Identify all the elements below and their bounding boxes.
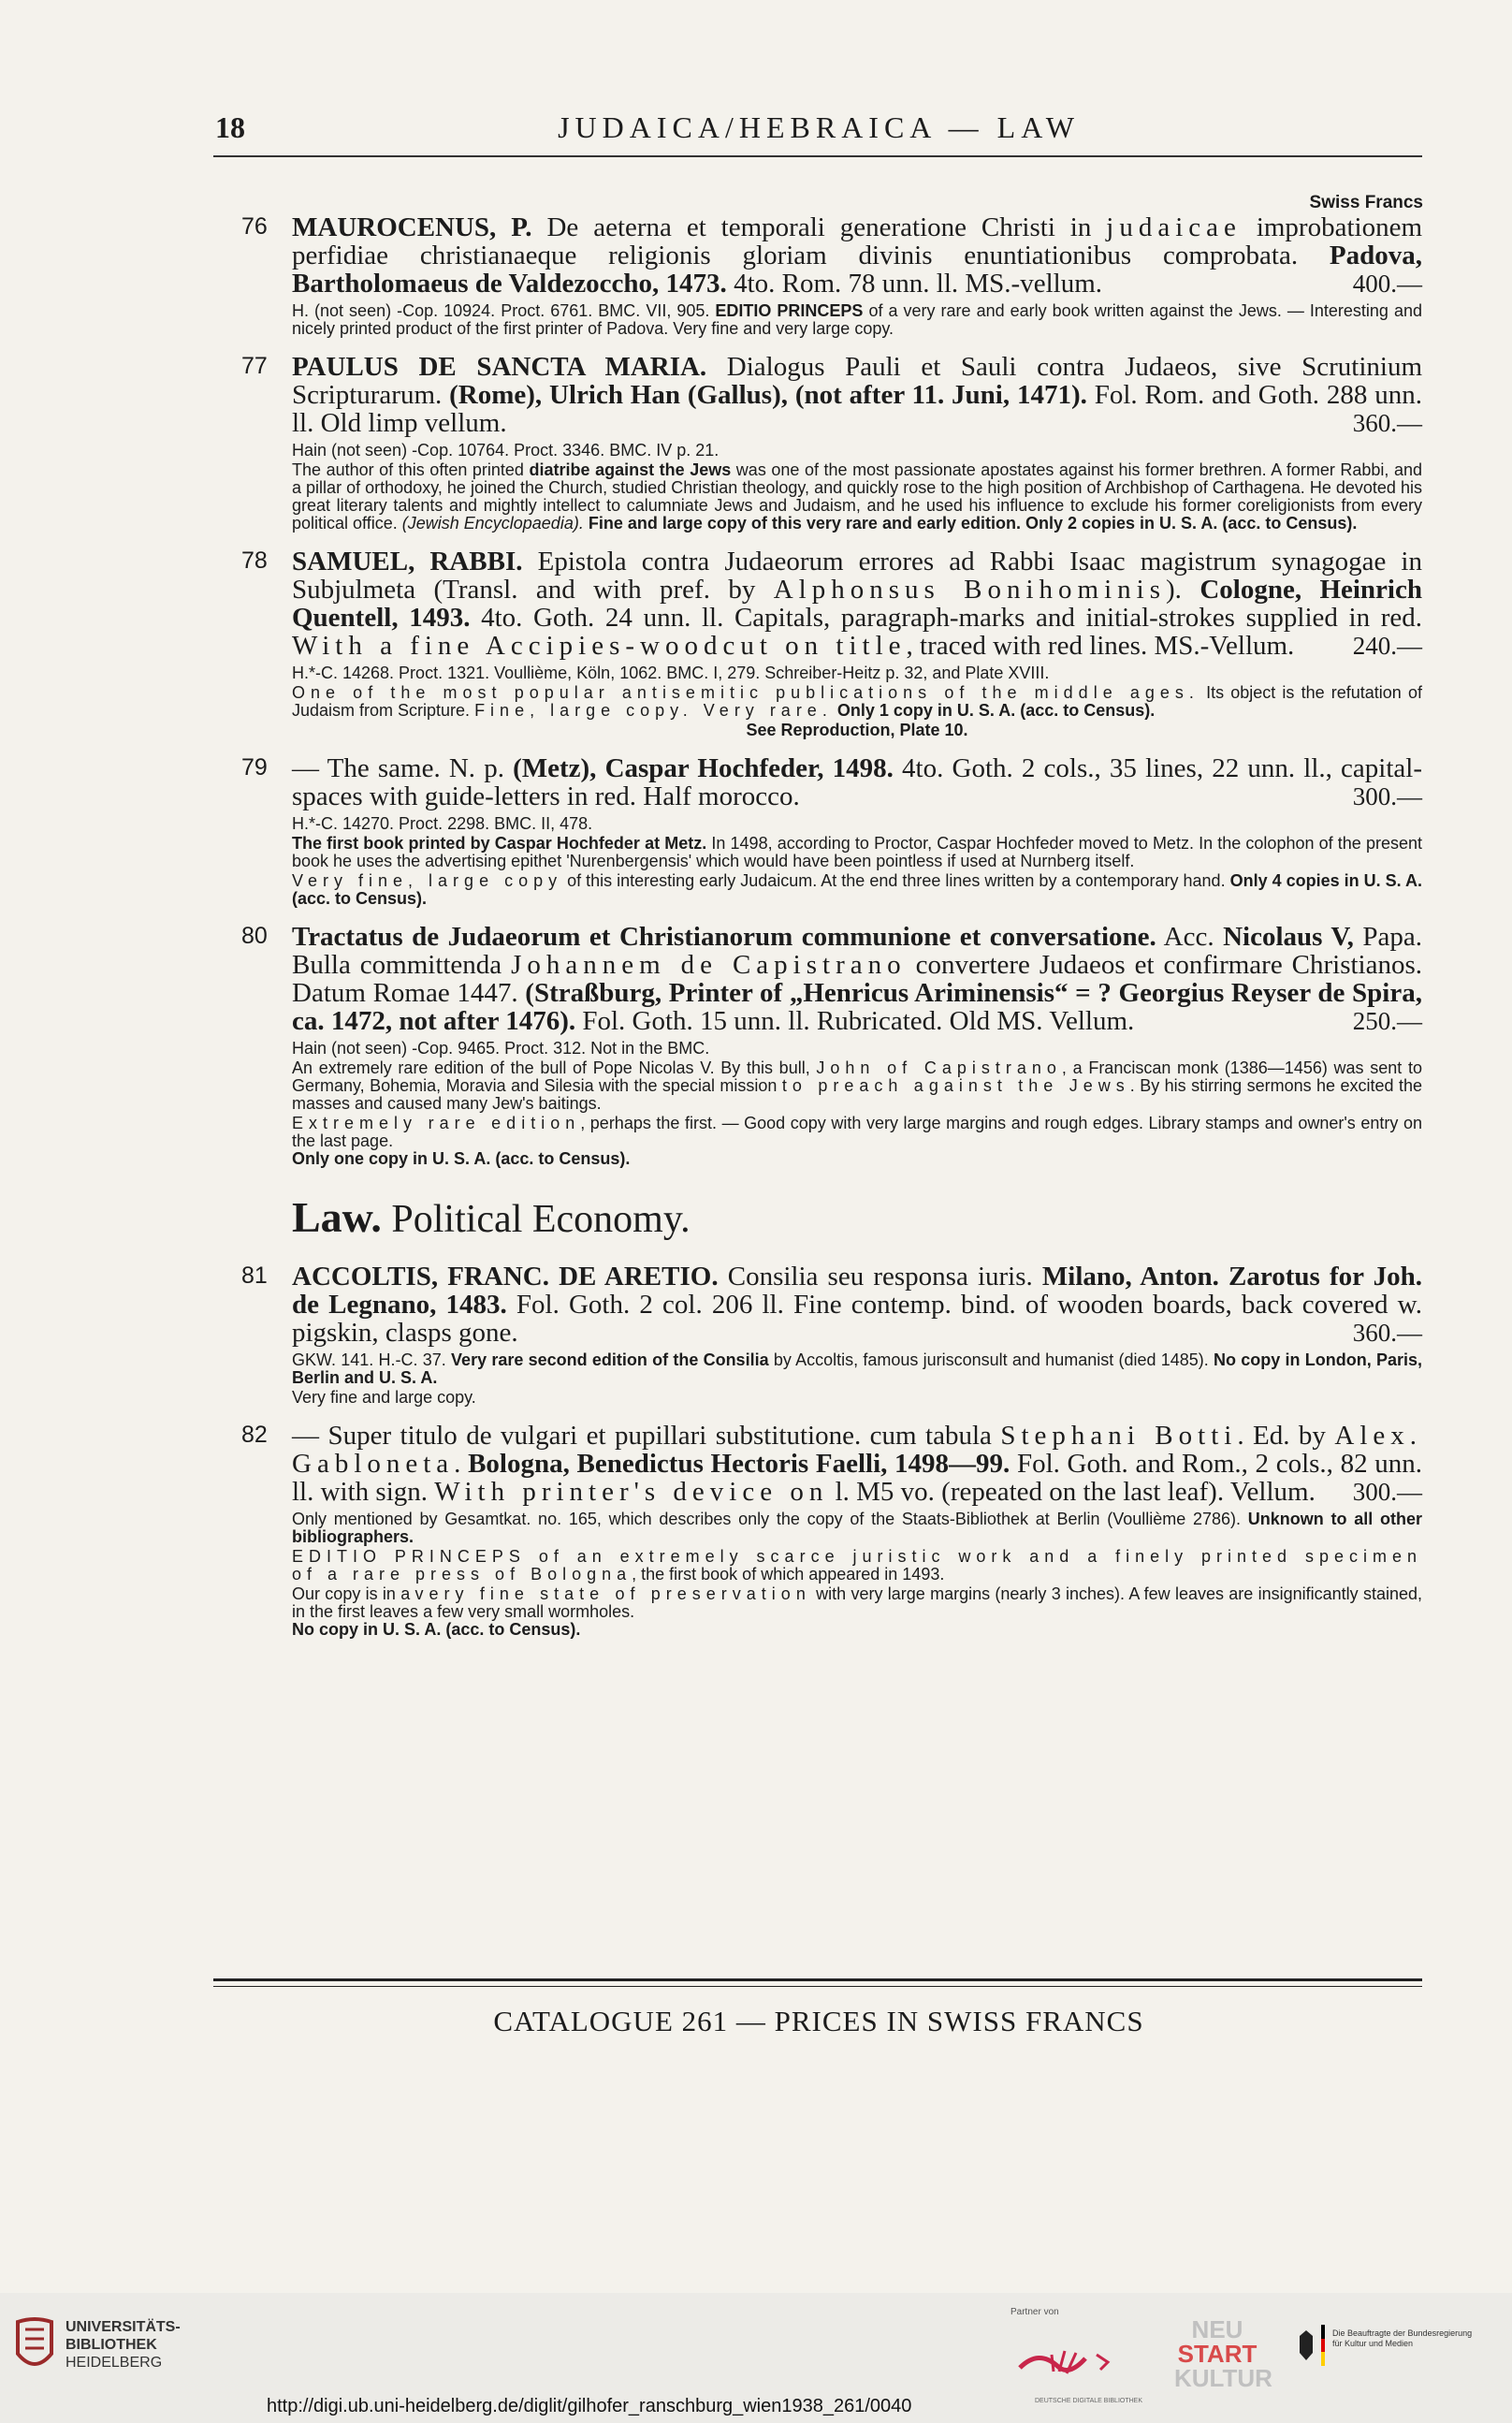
library-name-line: UNIVERSITÄTS-: [65, 2319, 181, 2335]
bibliographic-note: Hain (not seen) -Cop. 9465. Proct. 312. Not in the BMC.: [292, 1039, 710, 1058]
bibliographic-note: An extremely rare edition of the bull of Pope Nicolas V. By this bull, John of Capistrano, a Franciscan monk (1386—1456) was sent to Germany, Bohemia, Moravia and Silesia with the special mission to preach against the Jews. By his stirring sermons he excited the masses and caused many Jew's baitings.: [292, 1058, 1422, 1113]
running-header: [215, 110, 1422, 157]
entry-price: 300.—: [1352, 782, 1422, 810]
entry-number: 78: [241, 547, 268, 574]
neustart-logo: [1174, 2315, 1272, 2392]
entry-number: 82: [241, 1422, 268, 1448]
catalogue-entry: [215, 547, 1422, 739]
partner-label: Partner von: [1010, 2307, 1059, 2317]
bibliographic-note: H.*-C. 14268. Proct. 1321. Voullième, Köln, 1062. BMC. I, 279. Schreiber-Heitz p. 32, and Plate XVIII.: [292, 664, 1050, 682]
entry-price: 300.—: [1352, 1478, 1422, 1506]
neustart-line: NEU: [1191, 2315, 1243, 2343]
entry-number: 77: [241, 353, 268, 379]
entry-price: 360.—: [1352, 409, 1422, 437]
branding-bar: [0, 2293, 1512, 2423]
catalogue-entry: [215, 353, 1422, 533]
library-name-line: HEIDELBERG: [65, 2355, 163, 2371]
running-title: JUDAICA/HEBRAICA — LAW: [558, 110, 1080, 144]
footer-rule-thin: [213, 1986, 1422, 1987]
catalogue-entry: [215, 213, 1422, 338]
ddb-label: DEUTSCHE DIGITALE BIBLIOTHEK: [1035, 2398, 1143, 2404]
entry-description: SAMUEL, RABBI. Epistola contra Judaeorum errores ad Rabbi Isaac magistrum synagogae in Subjulmeta (Transl. and with pref. by Alphonsus Bonihominis). Cologne, Heinrich Quentell, 1493. 4to. Goth. 24 unn. ll. Capitals, paragraph-marks and initial-strokes supplied in red. With a fine Accipies-woodcut on title, traced with red lines. MS.-Vellum. 240.—: [292, 547, 1422, 661]
entry-description: ACCOLTIS, FRANC. DE ARETIO. Consilia seu responsa iuris. Milano, Anton. Zarotus for Joh. de Legnano, 1483. Fol. Goth. 2 col. 206 ll. Fine contemp. bind. of wooden boards, back covered w. pigskin, clasps gone. 360.—: [292, 1262, 1422, 1348]
catalogue-body: [215, 213, 1422, 1654]
header-rule: [213, 155, 1422, 157]
bibliographic-note: Our copy is in a very fine state of preservation with very large margins (nearly 3 inches). A few leaves are insignificantly stained, in the first leaves a few very small wormholes. No copy in U. S. A. (acc. to Census).: [292, 1584, 1422, 1639]
judaica-entries: [215, 213, 1422, 1168]
entry-price: 250.—: [1352, 1007, 1422, 1035]
section-heading-rest: Political Economy.: [381, 1198, 691, 1241]
entry-description: — The same. N. p. (Metz), Caspar Hochfeder, 1498. 4to. Goth. 2 cols., 35 lines, 22 unn. ll., capital-spaces with guide-letters in red. Half morocco. 300.—: [292, 753, 1422, 811]
bibliographic-note: H.*-C. 14270. Proct. 2298. BMC. II, 478.: [292, 814, 593, 833]
section-heading-lead: Law.: [292, 1193, 382, 1241]
entry-description: — Super titulo de vulgari et pupillari substitutione. cum tabula Stephani Botti. Ed. by Alex. Gabloneta. Bologna, Benedictus Hectoris Faelli, 1498—99. Fol. Goth. and Rom., 2 cols., 82 unn. ll. with sign. With printer's device on l. M5 vo. (repeated on the last leaf). Vellum. 300.—: [292, 1421, 1423, 1507]
german-flag-icon: [1321, 2325, 1325, 2366]
bibliographic-note: EDITIO PRINCEPS of an extremely scarce juristic work and a finely printed specimen of a rare press of Bologna, the first book of which appeared in 1493.: [292, 1547, 1422, 1584]
entry-description: MAUROCENUS, P. De aeterna et temporali generatione Christi in judaicae improbationem perfidiae christianaeque religionis gloriam divinis enuntiationibus comprobata. Padova, Bartholomaeus de Valdezoccho, 1473. 4to. Rom. 78 unn. ll. MS.-vellum. 400.—: [292, 212, 1423, 299]
entry-description: Tractatus de Judaeorum et Christianorum communione et conversatione. Acc. Nicolaus V, Papa. Bulla committenda Johannem de Capistrano convertere Judaeos et confirmare Christianos. Datum Romae 1447. (Straßburg, Printer of „Henricus Ariminensis“ = ? Georgius Reyser de Spira, ca. 1472, not after 1476). Fol. Goth. 15 unn. ll. Rubricated. Old MS. Vellum. 250.—: [292, 922, 1423, 1036]
bibliographic-note: Very fine and large copy.: [292, 1388, 476, 1407]
federal-eagle-icon: [1296, 2327, 1316, 2364]
bibliographic-note: H. (not seen) -Cop. 10924. Proct. 6761. BMC. VII, 905. EDITIO PRINCEPS of a very rare and early book written against the Jews. — Interesting and nicely printed product of the first printer of Padova. Very fine and very large copy.: [292, 301, 1422, 338]
currency-label: Swiss Francs: [1309, 193, 1423, 212]
entry-number: 81: [241, 1263, 268, 1289]
page-number: 18: [215, 110, 245, 144]
bibliographic-note: GKW. 141. H.-C. 37. Very rare second edition of the Consilia by Accoltis, famous jurisconsult and humanist (died 1485). No copy in London, Paris, Berlin and U. S. A.: [292, 1350, 1422, 1387]
entry-number: 76: [241, 213, 268, 240]
bibliographic-note: Hain (not seen) -Cop. 10764. Proct. 3346. BMC. IV p. 21.: [292, 441, 720, 460]
entry-description: PAULUS DE SANCTA MARIA. Dialogus Pauli et Sauli contra Judaeos, sive Scrutinium Scripturarum. (Rome), Ulrich Han (Gallus), (not after 11. Juni, 1471). Fol. Rom. and Goth. 288 unn. ll. Old limp vellum. 360.—: [292, 352, 1422, 438]
bibliographic-note: The author of this often printed diatribe against the Jews was one of the most passionate apostates against his former brethren. A former Rabbi, and a pillar of orthodoxy, he joined the Church, studied Christian theology, and quickly rose to the high position of Archbishop of Carthagena. He devoted his great literary talents and mightly intellect to calumniate Jews and Judaism, and he used his influence to exclude his former coreligionists from every political office. (Jewish Encyclopaedia). Fine and large copy of this very rare and early edition. Only 2 copies in U. S. A. (acc. to Census).: [292, 460, 1423, 533]
entry-number: 79: [241, 754, 268, 781]
university-seal-icon: [14, 2316, 55, 2378]
law-entries: [215, 1263, 1422, 1639]
neustart-line: KULTUR: [1174, 2364, 1272, 2392]
library-name: [65, 2318, 181, 2372]
bibliographic-note: The first book printed by Caspar Hochfeder at Metz. In 1498, according to Proctor, Caspar Hochfeder moved to Metz. In the colophon of the present book he uses the advertising epithet 'Nurenbergensis' which would have been pointless if used at Nurnberg itself.: [292, 834, 1422, 870]
catalogue-footer: CATALOGUE 261 — PRICES IN SWISS FRANCS: [493, 2005, 1144, 2037]
bibliographic-note: One of the most popular antisemitic publications of the middle ages. Its object is the refutation of Judaism from Scripture. Fine, large copy. Very rare. Only 1 copy in U. S. A. (acc. to Census).: [292, 683, 1422, 720]
bibliographic-note: Extremely rare edition, perhaps the first. — Good copy with very large margins and rough edges. Library stamps and owner's entry on the last page. Only one copy in U. S. A. (acc. to Census).: [292, 1114, 1422, 1168]
bibliographic-note: Only mentioned by Gesamtkat. no. 165, which describes only the copy of the Staats-Bibliothek at Berlin (Voullième 2786). Unknown to all other bibliographers.: [292, 1510, 1422, 1546]
bibliographic-note: See Reproduction, Plate 10.: [746, 721, 968, 739]
entry-price: 240.—: [1352, 632, 1422, 660]
footer-rule-thick: [213, 1978, 1422, 1981]
entry-price: 400.—: [1352, 270, 1422, 298]
catalogue-entry: [215, 754, 1422, 908]
catalogue-entry: [215, 1422, 1422, 1639]
library-name-line: BIBLIOTHEK: [65, 2337, 157, 2353]
catalogue-entry: [215, 923, 1422, 1168]
catalogue-entry: [215, 1263, 1422, 1407]
section-heading: [292, 1192, 1422, 1242]
bkm-label: Die Beauftragte der Bundesregierung für Kultur und Medien: [1332, 2328, 1473, 2348]
permalink-url[interactable]: http://digi.ub.uni-heidelberg.de/diglit/gilhofer_ranschburg_wien1938_261/0040: [267, 2396, 912, 2416]
bibliographic-note: Very fine, large copy of this interesting early Judaicum. At the end three lines written by a contemporary hand. Only 4 copies in U. S. A. (acc. to Census).: [292, 871, 1422, 908]
entry-number: 80: [241, 923, 268, 949]
ddb-logo-icon: [1010, 2330, 1123, 2398]
neustart-line: START: [1177, 2340, 1258, 2368]
entry-price: 360.—: [1352, 1319, 1422, 1347]
